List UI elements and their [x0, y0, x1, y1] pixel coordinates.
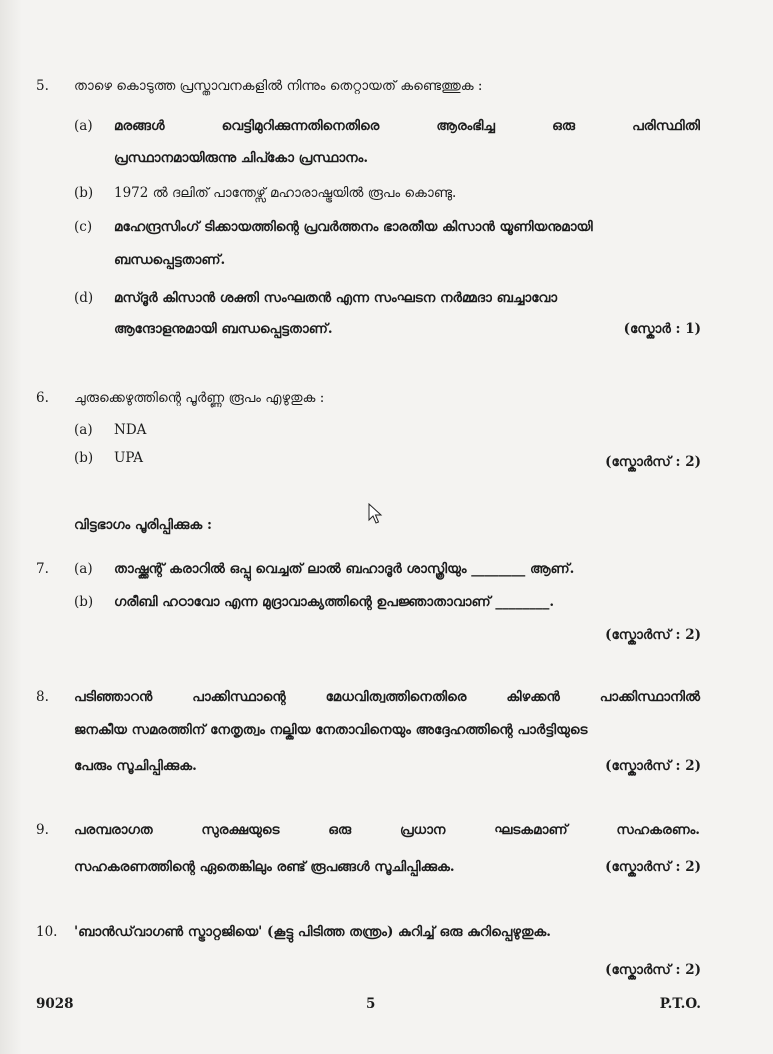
fill-in-heading: വിട്ടഭാഗം പൂരിപ്പിക്കുക : — [74, 517, 212, 533]
footer-code: 9028 — [36, 996, 74, 1012]
q8-score: (സ്കോർസ് : 2) — [605, 758, 701, 774]
exam-page: 5. താഴെ കൊടുത്ത പ്രസ്താവനകളിൽ നിന്നും തെറ്റായത് കണ്ടെത്തുക : (a) മരങ്ങൾ വെട്ടിമുറിക്കുന്നതിനെതിരെ ആരംഭിച്ച ഒരു പരിസ്ഥിതി പ്രസ്ഥാനമായിരുന്നു ചിപ്കോ പ്രസ്ഥാനം. (b) 1972 ൽ ദലിത് പാന്തേഴ്സ് മഹാരാഷ്ട്രയിൽ രൂപം കൊണ്ടു. (c) മഹേന്ദ്രസിംഗ് ടിക്കായത്തിന്റെ പ്രവർത്തനം ഭാരതീയ കിസാൻ യൂണിയനുമായി ബന്ധപ്പെട്ടതാണ്. (d) മസ്ദൂർ കിസാൻ ശക്തി സംഘതൻ എന്ന സംഘടന നർമ്മദാ ബച്ചാവോ ആന്ദോളനുമായി ബന്ധപ്പെട്ടതാണ്. (സ്കോർ : 1) 6. ചുരുക്കെഴുത്തിന്റെ പൂർണ്ണ രൂപം എഴുതുക : (a) NDA (b) UPA (സ്കോർസ് : 2) വിട്ടഭാഗം പൂരിപ്പിക്കുക : 7. (a) താഷ്ക്കന്റ് കരാറിൽ ഒപ്പു വെച്ചത് ലാൽ ബഹാദൂർ ശാസ്ത്രിയും ________ ആണ്. (b) ഗരീബി ഹഠാവോ എന്ന മുദ്രാവാക്യത്തിന്റെ ഉപജ്ഞാതാവാണ് ________. (സ്കോർസ് : 2) 8. പടിഞ്ഞാറൻ പാക്കിസ്ഥാന്റെ മേധവിത്വത്തിനെതിരെ കിഴക്കൻ പാക്കിസ്ഥാനിൽ ജനകീയ സമരത്തിന് നേതൃത്വം നല്കിയ നേതാവിനെയും അദ്ദേഹത്തിന്റെ പാർട്ടിയുടെ പേരും സൂചിപ്പിക്കുക. (സ്കോർസ് : 2) 9. പരമ്പരാഗത സുരക്ഷയുടെ ഒരു പ്രധാന ഘടകമാണ് സഹകരണം. സഹകരണത്തിന്റെ ഏതെങ്കിലും രണ്ട് രൂപങ്ങൾ സൂചിപ്പിക്കുക. (സ്കോർസ് : 2) 10. 'ബാൻഡ്‌വാഗൺ സ്ട്രാറ്റജിയെ' (കൂട്ടു പിടിത്ത തന്ത്രം) കുറിച്ച് ഒരു കുറിപ്പെഴുതുക. (സ്കോർസ് : 2) 9028 5 P.T.O. — [0, 0, 773, 1054]
question-stem: താഴെ കൊടുത്ത പ്രസ്താവനകളിൽ നിന്നും തെറ്റായത് കണ്ടെത്തുക : — [74, 78, 483, 94]
q6-score: (സ്കോർസ് : 2) — [605, 454, 701, 470]
option-label: (a) — [74, 118, 93, 134]
q9-line2: സഹകരണത്തിന്റെ ഏതെങ്കിലും രണ്ട് രൂപങ്ങൾ സൂചിപ്പിക്കുക. — [74, 859, 455, 875]
q5-option-d-line2: ആന്ദോളനുമായി ബന്ധപ്പെട്ടതാണ്. — [114, 321, 333, 337]
q7-score: (സ്കോർസ് : 2) — [605, 627, 701, 643]
q8-line1: പടിഞ്ഞാറൻ പാക്കിസ്ഥാന്റെ മേധവിത്വത്തിനെതിരെ കിഴക്കൻ പാക്കിസ്ഥാനിൽ — [74, 689, 700, 705]
q10-score: (സ്കോർസ് : 2) — [605, 962, 701, 978]
q8-line3: പേരും സൂചിപ്പിക്കുക. — [74, 758, 197, 774]
blank-line: ________ — [495, 594, 550, 610]
footer-pto: P.T.O. — [659, 996, 701, 1012]
q9-score: (സ്കോർസ് : 2) — [605, 859, 701, 875]
footer-page-number: 5 — [366, 996, 376, 1012]
blank-line: ________ — [471, 561, 526, 577]
q5-score: (സ്കോർ : 1) — [623, 321, 701, 337]
q8-line2: ജനകീയ സമരത്തിന് നേതൃത്വം നല്കിയ നേതാവിനെയും അദ്ദേഹത്തിന്റെ പാർട്ടിയുടെ — [74, 722, 588, 738]
question-number: 5. — [36, 78, 49, 94]
q5-option-a-line2: പ്രസ്ഥാനമായിരുന്നു ചിപ്കോ പ്രസ്ഥാനം. — [114, 150, 369, 166]
mouse-pointer-icon — [368, 503, 384, 525]
page-edge-shadow — [0, 0, 22, 1054]
q5-option-a-line1: മരങ്ങൾ വെട്ടിമുറിക്കുന്നതിനെതിരെ ആരംഭിച്ച ഒരു പരിസ്ഥിതി — [114, 118, 700, 134]
q5-option-c-line2: ബന്ധപ്പെട്ടതാണ്. — [114, 252, 226, 268]
q9-line1: പരമ്പരാഗത സുരക്ഷയുടെ ഒരു പ്രധാന ഘടകമാണ് സഹകരണം. — [74, 822, 700, 838]
